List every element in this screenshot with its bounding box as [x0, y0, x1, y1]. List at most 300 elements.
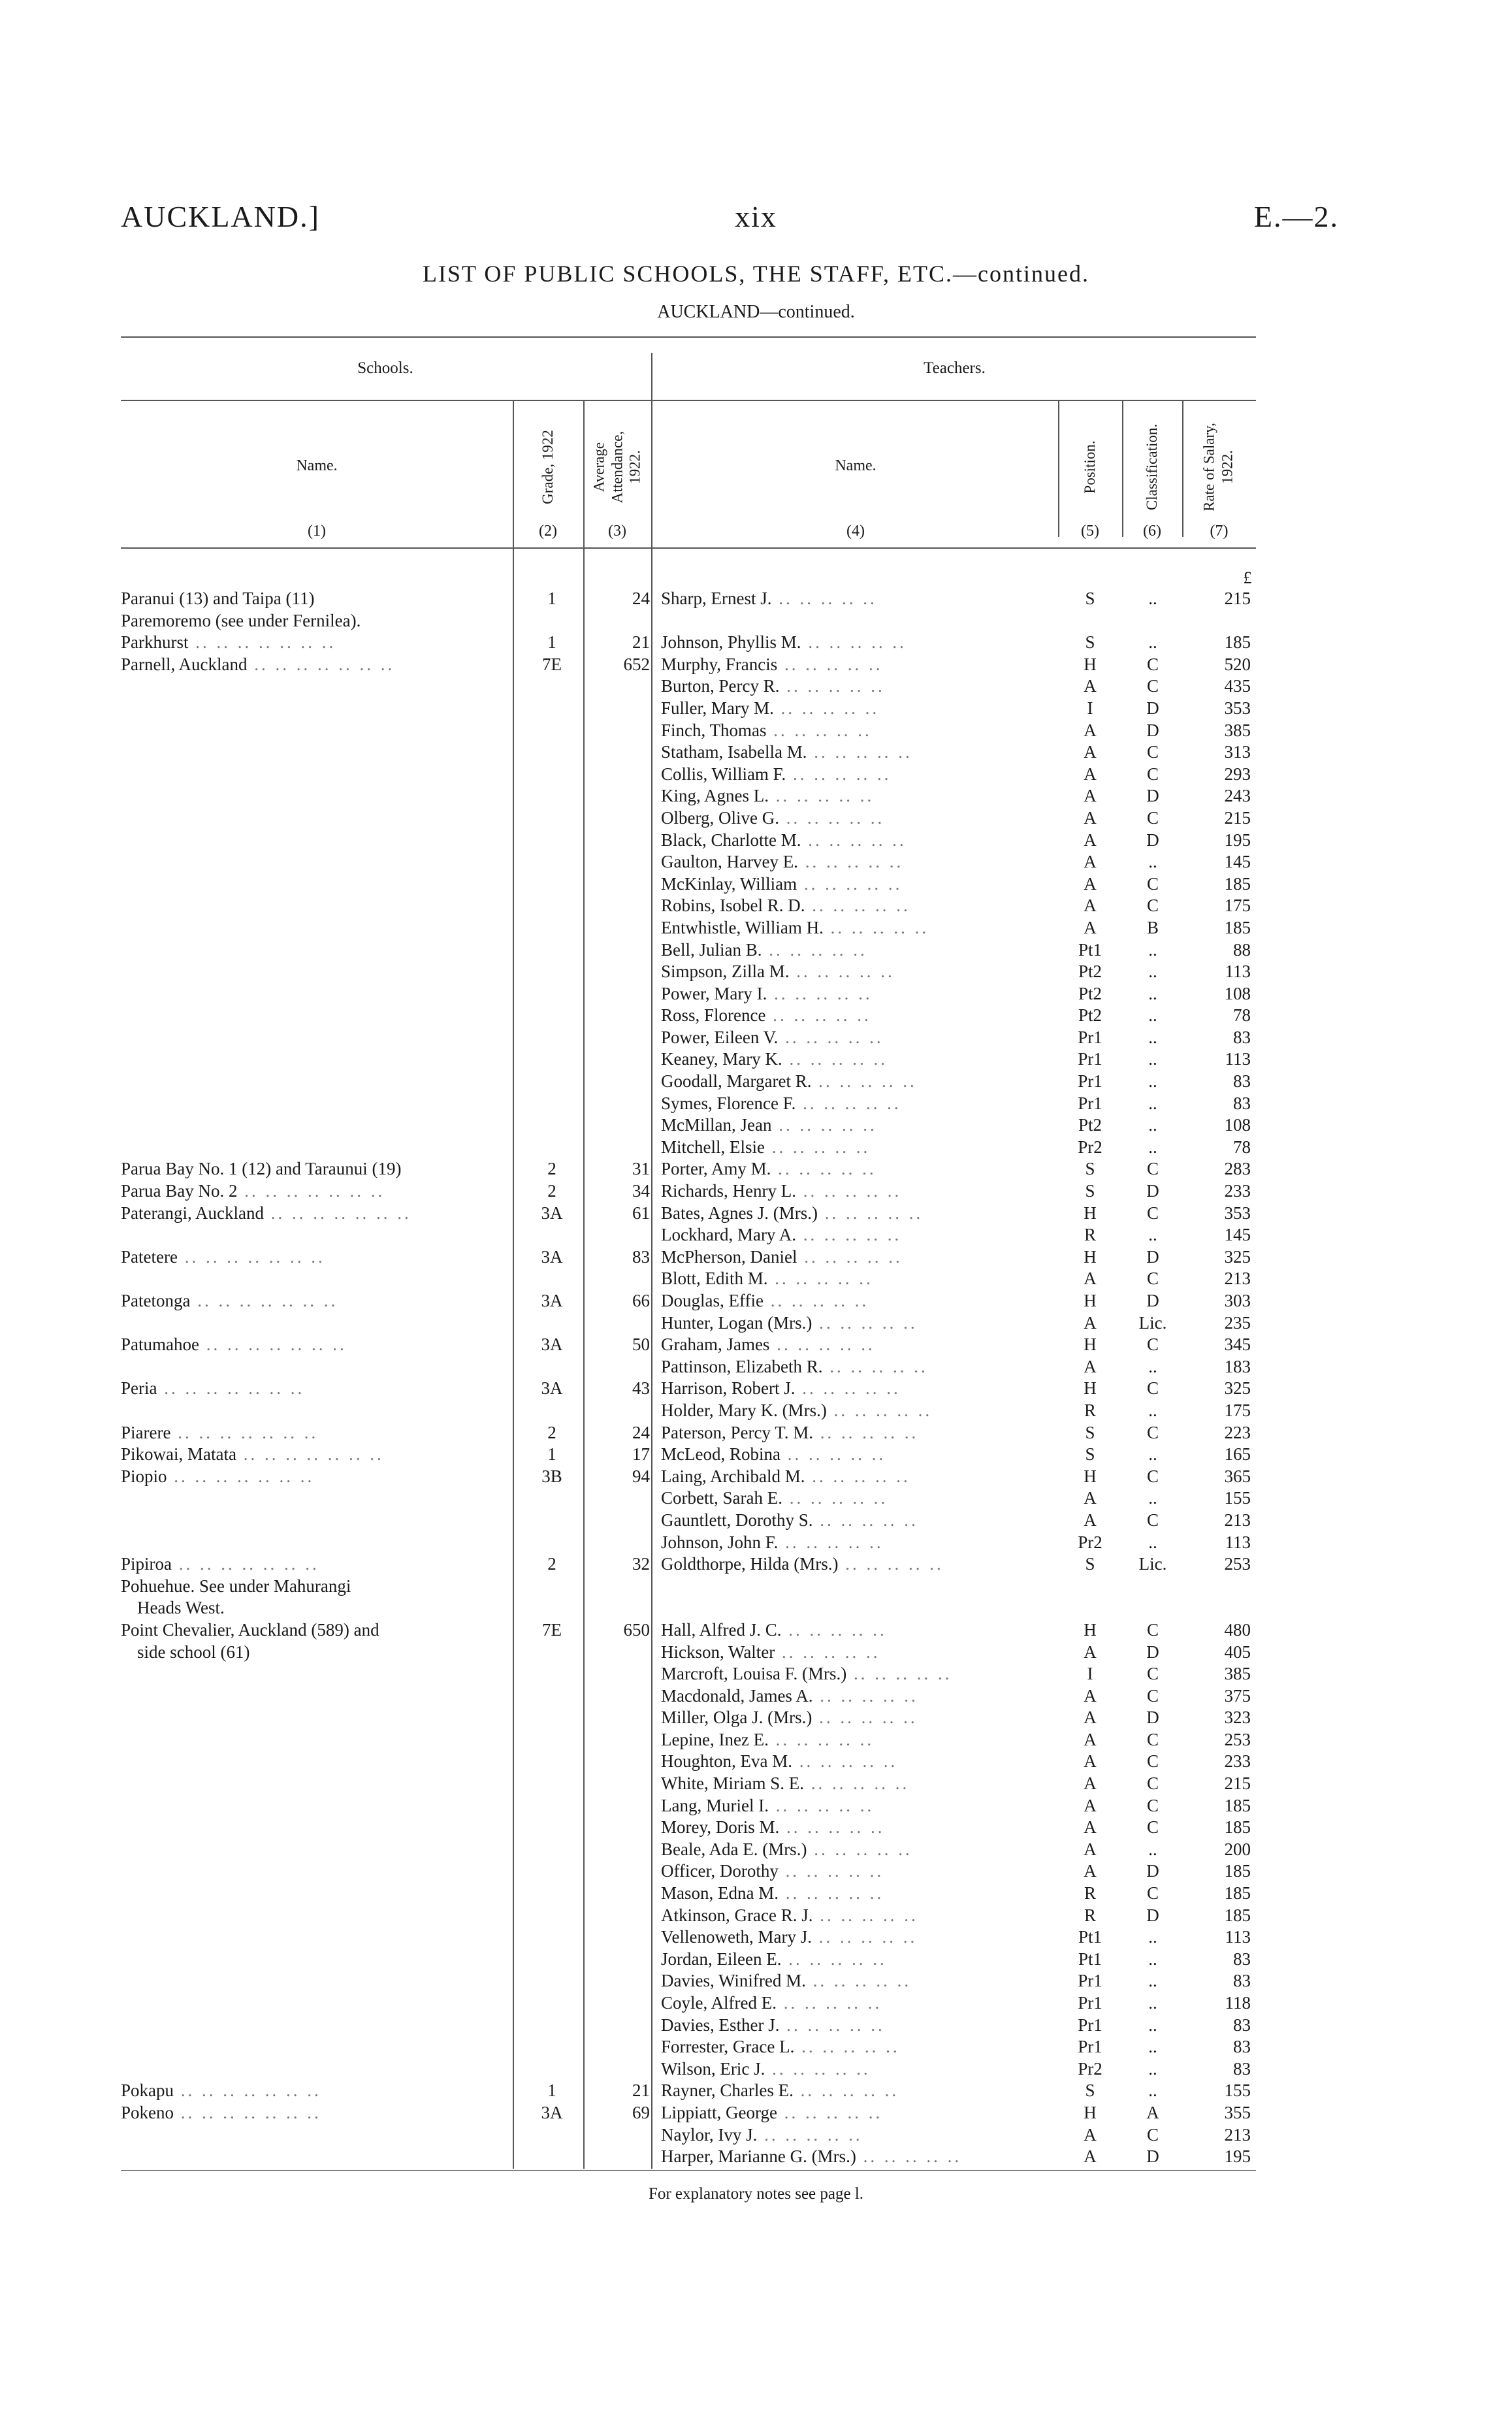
teacher-classification: C — [1146, 1774, 1159, 1794]
teacher-name: Douglas, Effie .. — [661, 1290, 1066, 1312]
table-row — [0, 1685, 1512, 1708]
teacher-position: A — [1084, 1510, 1097, 1530]
teacher-position: A — [1084, 1861, 1097, 1881]
teacher-position: Pt1 — [1078, 939, 1102, 960]
teacher-classification: .. — [1148, 2037, 1157, 2057]
salary-rate: 83 — [1233, 1971, 1251, 1991]
school-grade: 3A — [541, 1246, 563, 1267]
school-name: Pokapu .. — [121, 2080, 506, 2102]
table-row — [0, 1839, 1512, 1861]
salary-rate: 183 — [1224, 1356, 1251, 1376]
salary-rate: 78 — [1233, 1137, 1251, 1157]
teacher-position: A — [1084, 1356, 1097, 1376]
salary-rate: 253 — [1224, 1729, 1251, 1749]
teacher-name: Laing, Archibald M. .. — [661, 1466, 1066, 1488]
salary-rate: 520 — [1224, 654, 1251, 674]
teacher-position: R — [1084, 1883, 1096, 1904]
table-row — [0, 610, 1512, 632]
table-row — [0, 632, 1512, 654]
teacher-name: White, Miriam S. E. .. — [661, 1773, 1066, 1795]
teacher-position: A — [1084, 720, 1097, 740]
salary-rate: 365 — [1224, 1466, 1251, 1486]
average-attendance: 32 — [632, 1554, 650, 1574]
table-row — [0, 1422, 1512, 1444]
school-grade: 7E — [542, 1619, 562, 1640]
average-attendance: 17 — [632, 1444, 650, 1465]
teacher-name: Porter, Amy M. .. — [661, 1158, 1066, 1180]
teacher-name: McMillan, Jean .. — [661, 1114, 1066, 1137]
teacher-classification: .. — [1148, 1071, 1157, 1092]
teacher-name: Wilson, Eric J. .. — [661, 2058, 1066, 2081]
teacher-classification: C — [1146, 1269, 1159, 1289]
teacher-name: Lockhard, Mary A. .. — [661, 1224, 1066, 1246]
salary-rate: 253 — [1224, 1554, 1251, 1574]
salary-rate: 185 — [1224, 1883, 1251, 1904]
teacher-position: Pt1 — [1078, 1949, 1102, 1969]
salary-rate: 223 — [1224, 1422, 1251, 1442]
teacher-classification: C — [1146, 764, 1159, 784]
school-grade: 3A — [541, 1378, 563, 1399]
salary-rate: 83 — [1233, 2015, 1251, 2035]
table-row — [0, 1949, 1512, 1971]
average-attendance: 21 — [632, 2081, 650, 2101]
document-code: E.—2. — [1253, 200, 1339, 233]
teacher-classification: .. — [1148, 2081, 1157, 2101]
school-grade: 1 — [547, 2081, 556, 2101]
table-row — [0, 1268, 1512, 1290]
salary-rate: 165 — [1224, 1444, 1251, 1465]
table-row — [0, 1005, 1512, 1027]
teacher-classification: .. — [1148, 1005, 1157, 1026]
salary-rate: 283 — [1224, 1159, 1251, 1179]
table-row — [0, 1576, 1512, 1598]
table-row — [0, 2124, 1512, 2146]
teacher-classification: .. — [1148, 962, 1157, 982]
teacher-position: A — [1084, 1642, 1097, 1662]
salary-rate: 185 — [1224, 632, 1251, 653]
teacher-classification: .. — [1148, 1093, 1157, 1113]
salary-rate: 235 — [1224, 1312, 1251, 1333]
salary-rate: 405 — [1224, 1642, 1251, 1662]
table-row — [0, 1114, 1512, 1137]
salary-rate: 243 — [1224, 786, 1251, 806]
table-row — [0, 764, 1512, 786]
teacher-position: A — [1084, 1839, 1097, 1859]
table-row — [0, 1246, 1512, 1269]
teacher-position: Pr1 — [1078, 1971, 1102, 1991]
teacher-name: Davies, Esther J. .. — [661, 2015, 1066, 2037]
teachers-section-header: Teachers. — [924, 359, 986, 377]
teacher-position: A — [1084, 1729, 1097, 1749]
teacher-name: Power, Mary I. .. — [661, 983, 1066, 1005]
school-grade: 2 — [547, 1181, 556, 1201]
col-attendance-header: Average Attendance, 1922. — [590, 430, 643, 504]
teacher-position: Pt2 — [1078, 1115, 1102, 1135]
col-classification-header: Classification. — [1144, 423, 1161, 511]
teacher-name: Lang, Muriel I. .. — [661, 1795, 1066, 1817]
teacher-position: R — [1084, 1400, 1096, 1420]
teacher-name: Hickson, Walter .. — [661, 1642, 1066, 1664]
teacher-classification: D — [1146, 1181, 1159, 1201]
teacher-name: Power, Eileen V. .. — [661, 1027, 1066, 1049]
salary-rate: 185 — [1224, 917, 1251, 937]
average-attendance: 61 — [632, 1203, 650, 1223]
teacher-position: H — [1084, 1246, 1097, 1267]
salary-rate: 195 — [1224, 830, 1251, 850]
teacher-position: A — [1084, 896, 1097, 916]
teacher-position: S — [1085, 1422, 1095, 1442]
table-row — [0, 1992, 1512, 2015]
col-num-1: (1) — [308, 523, 326, 540]
teacher-classification: D — [1146, 830, 1159, 850]
teacher-name: Holder, Mary K. (Mrs.) .. — [661, 1400, 1066, 1422]
teacher-classification: C — [1146, 1619, 1159, 1640]
col-position-header: Position. — [1082, 440, 1099, 494]
table-row — [0, 675, 1512, 698]
salary-rate: 83 — [1233, 1027, 1251, 1047]
teacher-name: Coyle, Alfred E. .. — [661, 1992, 1066, 2015]
teacher-name: Richards, Henry L. .. — [661, 1180, 1066, 1203]
average-attendance: 652 — [623, 654, 650, 674]
teacher-name: Collis, William F. .. — [661, 764, 1066, 786]
teacher-position: A — [1084, 873, 1097, 894]
salary-rate: 88 — [1233, 939, 1251, 960]
table-row — [0, 1773, 1512, 1795]
school-name: Piopio .. — [121, 1466, 506, 1488]
school-name: Pipiroa .. — [121, 1553, 506, 1576]
teacher-name: Houghton, Eva M. .. — [661, 1751, 1066, 1773]
teacher-classification: C — [1146, 1817, 1159, 1838]
table-row — [0, 1137, 1512, 1159]
average-attendance: 650 — [623, 1619, 650, 1640]
salary-rate: 83 — [1233, 1093, 1251, 1113]
teacher-classification: D — [1146, 720, 1159, 740]
table-row — [0, 1203, 1512, 1225]
table-row — [0, 1751, 1512, 1773]
salary-rate: 113 — [1225, 1532, 1251, 1552]
table-bottom-rule — [121, 2170, 1256, 2171]
average-attendance: 21 — [632, 632, 650, 653]
teacher-position: I — [1087, 698, 1093, 718]
teacher-position: Pr1 — [1078, 1027, 1102, 1047]
table-row — [0, 785, 1512, 807]
school-grade: 1 — [547, 589, 556, 608]
teacher-classification: .. — [1148, 1137, 1157, 1157]
table-row — [0, 1027, 1512, 1049]
salary-rate: 83 — [1233, 1949, 1251, 1969]
teacher-position: H — [1084, 1619, 1097, 1640]
salary-rate: 325 — [1224, 1246, 1251, 1267]
average-attendance: 83 — [632, 1246, 650, 1267]
salary-rate: 108 — [1224, 1115, 1251, 1135]
table-row — [0, 917, 1512, 939]
teacher-position: S — [1085, 1554, 1095, 1574]
teacher-position: R — [1084, 1905, 1096, 1925]
teacher-classification: C — [1146, 873, 1159, 894]
teacher-name: Sharp, Ernest J. .. — [661, 588, 1066, 610]
teacher-classification: .. — [1148, 1027, 1157, 1047]
teacher-position: A — [1084, 2146, 1097, 2167]
salary-rate: 185 — [1224, 1905, 1251, 1925]
salary-rate: 313 — [1224, 742, 1251, 762]
teacher-name: Corbett, Sarah E. .. — [661, 1487, 1066, 1510]
teacher-classification: .. — [1148, 1532, 1157, 1552]
salary-rate: 323 — [1224, 1708, 1251, 1728]
teacher-classification: C — [1146, 654, 1159, 674]
col-grade-header: Grade, 1922 — [539, 430, 556, 504]
teacher-name: Goldthorpe, Hilda (Mrs.) .. — [661, 1553, 1066, 1576]
table-row — [0, 1093, 1512, 1115]
average-attendance: 34 — [632, 1181, 650, 1201]
table-row — [0, 830, 1512, 852]
teacher-name: Blott, Edith M. .. — [661, 1268, 1066, 1290]
average-attendance: 66 — [632, 1291, 650, 1310]
teacher-position: A — [1084, 742, 1097, 762]
salary-rate: 213 — [1224, 1510, 1251, 1530]
teacher-classification: C — [1146, 1378, 1159, 1399]
school-grade: 2 — [547, 1422, 556, 1442]
teacher-classification: D — [1146, 1642, 1159, 1662]
teacher-name: Mitchell, Elsie .. — [661, 1137, 1066, 1159]
teacher-position: Pt2 — [1078, 983, 1102, 1003]
teacher-position: A — [1084, 1685, 1097, 1706]
table-row — [0, 1400, 1512, 1422]
teacher-name: Mason, Edna M. .. — [661, 1883, 1066, 1905]
school-name: Parua Bay No. 2 .. — [121, 1180, 506, 1203]
table-row — [0, 1466, 1512, 1488]
teacher-position: H — [1084, 1335, 1097, 1355]
col-num-6: (6) — [1143, 523, 1161, 540]
teacher-position: H — [1084, 654, 1097, 674]
teacher-position: A — [1084, 1795, 1097, 1815]
school-name: Parkhurst .. — [121, 632, 506, 654]
teacher-name: Forrester, Grace L. .. — [661, 2036, 1066, 2058]
teacher-classification: C — [1146, 896, 1159, 916]
teacher-position: Pr2 — [1078, 1532, 1102, 1552]
salary-rate: 83 — [1233, 2037, 1251, 2057]
teacher-classification: C — [1146, 1729, 1159, 1749]
teacher-classification: .. — [1148, 1115, 1157, 1135]
teacher-classification: C — [1146, 2124, 1159, 2145]
table-row — [0, 1290, 1512, 1312]
salary-rate: 155 — [1224, 1488, 1251, 1508]
teacher-name: Jordan, Eileen E. .. — [661, 1949, 1066, 1971]
teacher-position: I — [1087, 1664, 1093, 1684]
school-grade: 1 — [547, 632, 556, 653]
salary-rate: 78 — [1233, 1005, 1251, 1026]
teacher-classification: .. — [1148, 1839, 1157, 1859]
table-row — [0, 1378, 1512, 1400]
teacher-name: Murphy, Francis .. — [661, 654, 1066, 676]
school-grade: 3A — [541, 2102, 563, 2122]
salary-rate: 83 — [1233, 1071, 1251, 1092]
teacher-classification: C — [1146, 1422, 1159, 1442]
teacher-classification: .. — [1148, 2015, 1157, 2035]
teacher-classification: D — [1146, 1246, 1159, 1267]
salary-rate: 185 — [1224, 1795, 1251, 1815]
teacher-name: Bell, Julian B. .. — [661, 939, 1066, 962]
column-divider-6 — [1182, 400, 1183, 537]
teacher-name: McLeod, Robina .. — [661, 1444, 1066, 1466]
table-row — [0, 1048, 1512, 1071]
table-row — [0, 1597, 1512, 1619]
teacher-classification: C — [1146, 1159, 1159, 1179]
col-num-4: (4) — [846, 523, 865, 540]
teacher-name: Pattinson, Elizabeth R. .. — [661, 1356, 1066, 1378]
school-name: Parua Bay No. 1 (12) and Taraunui (19) — [121, 1159, 402, 1179]
teacher-classification: .. — [1148, 1949, 1157, 1969]
salary-rate: 435 — [1224, 676, 1251, 696]
table-row — [0, 1970, 1512, 1992]
teacher-classification: .. — [1148, 2058, 1157, 2079]
teacher-classification: C — [1146, 807, 1159, 828]
school-grade: 3B — [541, 1466, 562, 1486]
teacher-position: R — [1084, 1225, 1096, 1245]
teacher-classification: .. — [1148, 1356, 1157, 1376]
table-row — [0, 2058, 1512, 2081]
teacher-position: H — [1084, 1203, 1097, 1223]
school-name: Pokeno .. — [121, 2102, 506, 2124]
teacher-position: Pr1 — [1078, 1993, 1102, 2013]
table-row — [0, 807, 1512, 830]
table-row — [0, 2036, 1512, 2058]
salary-rate: 355 — [1224, 2102, 1251, 2122]
page-subtitle: AUCKLAND—continued. — [657, 302, 855, 322]
teacher-position: A — [1084, 807, 1097, 828]
salary-rate: 385 — [1224, 720, 1251, 740]
salary-rate: 213 — [1224, 2124, 1251, 2145]
teacher-name: Paterson, Percy T. M. .. — [661, 1422, 1066, 1444]
teacher-name: Atkinson, Grace R. J. .. — [661, 1905, 1066, 1927]
teacher-position: H — [1084, 1291, 1097, 1310]
teacher-name: Marcroft, Louisa F. (Mrs.) .. — [661, 1663, 1066, 1685]
table-row — [0, 1817, 1512, 1839]
table-row — [0, 983, 1512, 1005]
average-attendance: 94 — [632, 1466, 650, 1486]
salary-rate: 185 — [1224, 873, 1251, 894]
teacher-name: Fuller, Mary M. .. — [661, 698, 1066, 720]
teacher-name: Beale, Ada E. (Mrs.) .. — [661, 1839, 1066, 1861]
school-name: Paranui (13) and Taipa (11) — [121, 589, 315, 608]
teacher-classification: Lic. — [1138, 1554, 1167, 1574]
teacher-position: A — [1084, 852, 1097, 872]
table-row — [0, 873, 1512, 896]
teacher-position: S — [1085, 2081, 1095, 2101]
salary-rate: 215 — [1224, 589, 1251, 608]
table-row — [0, 588, 1512, 610]
table-row — [0, 1642, 1512, 1664]
teacher-classification: .. — [1148, 1049, 1157, 1069]
teacher-classification: D — [1146, 786, 1159, 806]
average-attendance: 50 — [632, 1335, 650, 1355]
teacher-position: S — [1085, 1159, 1095, 1179]
column-divider-5 — [1122, 400, 1123, 537]
teacher-position: Pr1 — [1078, 1093, 1102, 1113]
teacher-classification: C — [1146, 1883, 1159, 1904]
teacher-name: Robins, Isobel R. D. .. — [661, 895, 1066, 917]
teacher-name: Officer, Dorothy .. — [661, 1860, 1066, 1883]
section-rule — [121, 400, 1256, 401]
teacher-classification: C — [1146, 676, 1159, 696]
table-row — [0, 2080, 1512, 2102]
teacher-classification: .. — [1148, 1225, 1157, 1245]
school-grade: 2 — [547, 1159, 556, 1179]
salary-rate: 375 — [1224, 1685, 1251, 1706]
teacher-name: Miller, Olga J. (Mrs.) .. — [661, 1707, 1066, 1729]
school-name: Patetere .. — [121, 1246, 506, 1269]
table-top-rule — [121, 336, 1256, 338]
table-row — [0, 1510, 1512, 1532]
teacher-classification: .. — [1148, 1927, 1157, 1947]
salary-rate: 200 — [1224, 1839, 1251, 1859]
school-grade: 7E — [542, 654, 562, 674]
salary-rate: 113 — [1225, 962, 1251, 982]
col-salary-header: Rate of Salary, 1922. — [1200, 423, 1235, 511]
salary-rate: 385 — [1224, 1664, 1251, 1684]
teacher-name: Morey, Doris M. .. — [661, 1817, 1066, 1839]
school-name: Point Chevalier, Auckland (589) and — [121, 1619, 379, 1640]
teacher-classification: C — [1146, 1203, 1159, 1223]
teacher-name: Bates, Agnes J. (Mrs.) .. — [661, 1203, 1066, 1225]
teacher-position: Pr1 — [1078, 2015, 1102, 2035]
teacher-position: A — [1084, 1751, 1097, 1772]
table-row — [0, 1707, 1512, 1729]
teacher-classification: C — [1146, 1664, 1159, 1684]
table-row — [0, 1795, 1512, 1817]
teacher-name: Gauntlett, Dorothy S. .. — [661, 1510, 1066, 1532]
table-row — [0, 1071, 1512, 1093]
teacher-name: Harrison, Robert J. .. — [661, 1378, 1066, 1400]
table-row — [0, 1444, 1512, 1466]
teacher-position: H — [1084, 1466, 1097, 1486]
salary-rate: 213 — [1224, 1269, 1251, 1289]
header-bottom-rule — [121, 547, 1256, 549]
teacher-classification: D — [1146, 2146, 1159, 2167]
teacher-position: A — [1084, 2124, 1097, 2145]
teacher-classification: .. — [1148, 1971, 1157, 1991]
school-name: Peria .. — [121, 1378, 506, 1400]
running-header-region: AUCKLAND.] — [121, 200, 320, 233]
teacher-name: Rayner, Charles E. .. — [661, 2080, 1066, 2102]
table-row — [0, 1883, 1512, 1905]
col-num-5: (5) — [1081, 523, 1099, 540]
salary-rate: 175 — [1224, 1400, 1251, 1420]
teacher-name: McPherson, Daniel .. — [661, 1246, 1066, 1269]
teacher-classification: .. — [1148, 589, 1157, 608]
table-row — [0, 2102, 1512, 2124]
teacher-name: Davies, Winifred M. .. — [661, 1970, 1066, 1992]
table-row — [0, 1224, 1512, 1246]
teacher-classification: C — [1146, 1510, 1159, 1530]
teacher-classification: D — [1146, 1861, 1159, 1881]
average-attendance: 24 — [632, 1422, 650, 1442]
school-name: Patumahoe .. — [121, 1334, 506, 1356]
staff-table-body — [0, 588, 1512, 2168]
column-divider-4 — [1058, 400, 1059, 537]
page-number: xix — [735, 200, 777, 233]
school-name: Paremoremo (see under Fernilea). — [121, 610, 361, 630]
teacher-classification: A — [1146, 2102, 1159, 2122]
teacher-position: A — [1084, 1312, 1097, 1333]
teacher-name: Vellenoweth, Mary J. .. — [661, 1926, 1066, 1949]
teacher-name: Hall, Alfred J. C. .. — [661, 1619, 1066, 1642]
teacher-position: A — [1084, 1269, 1097, 1289]
table-row — [0, 851, 1512, 873]
teacher-name: Statham, Isabella M. .. — [661, 741, 1066, 764]
teacher-classification: C — [1146, 742, 1159, 762]
salary-rate: 83 — [1233, 2058, 1251, 2079]
teacher-classification: C — [1146, 1795, 1159, 1815]
